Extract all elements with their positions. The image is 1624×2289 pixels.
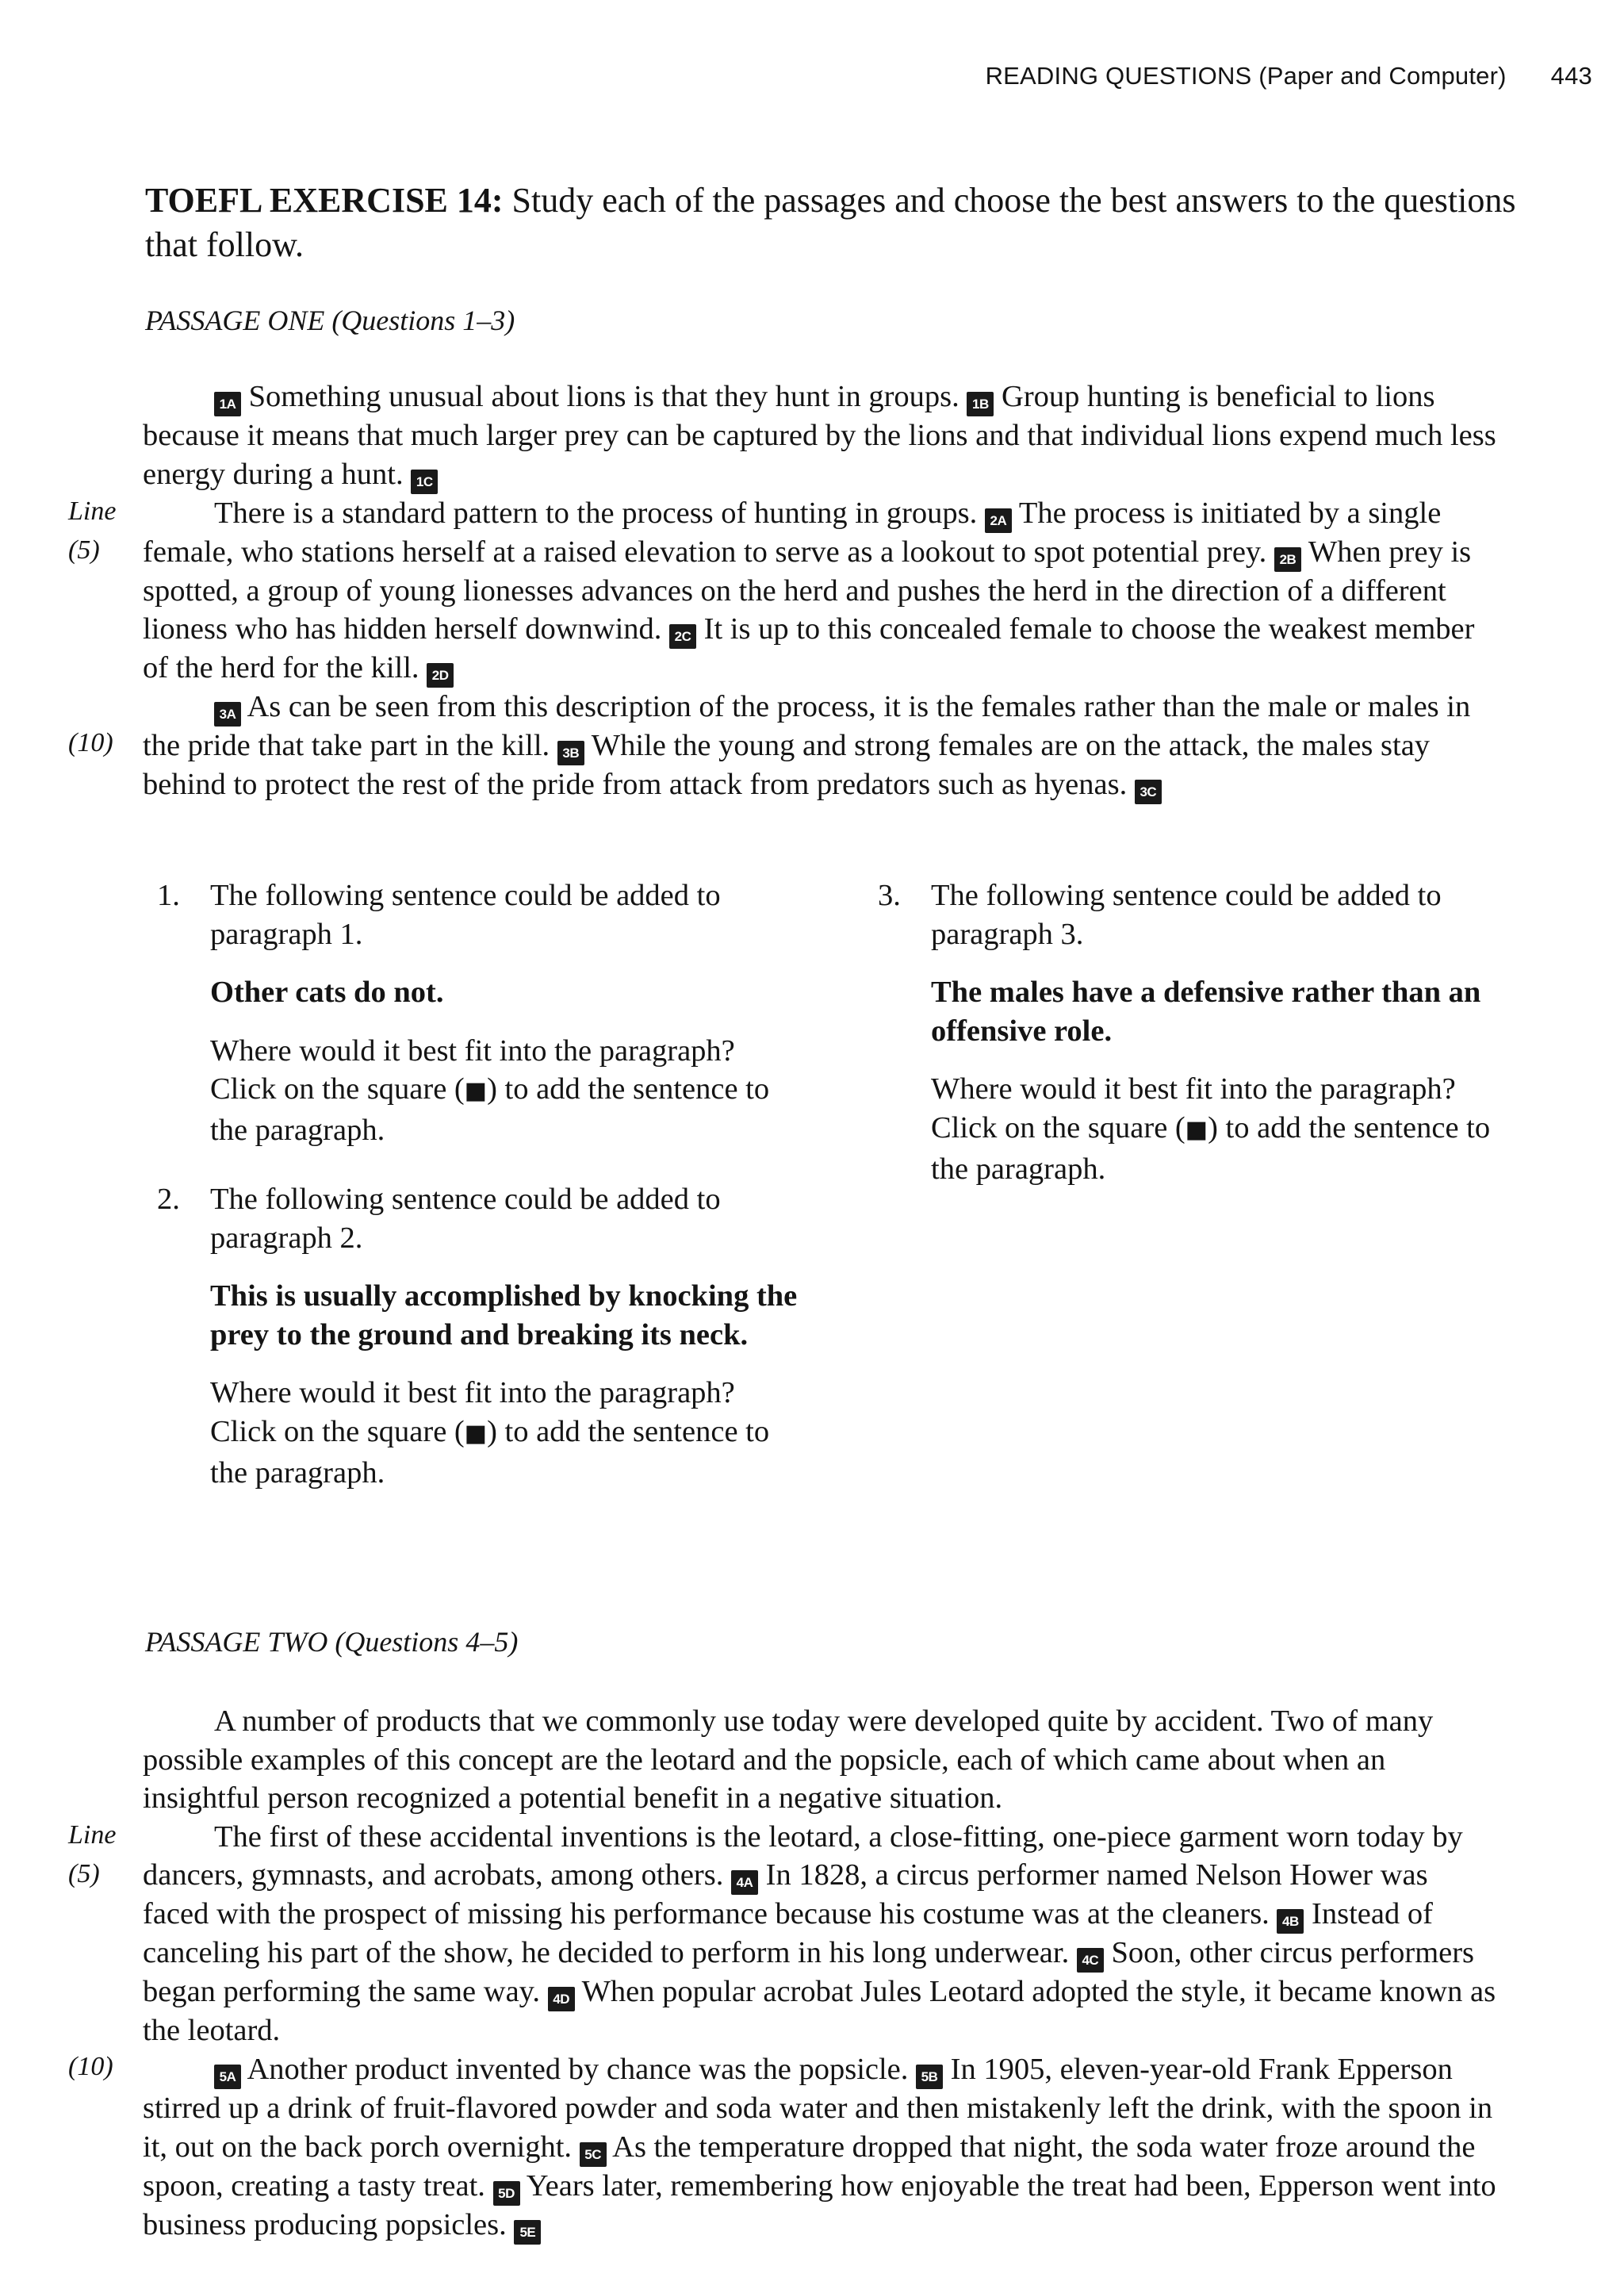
- line-label-10: (10): [68, 2052, 113, 2081]
- paragraph-2: The first of these accidental inventions is the leotard, a close-fitting, one-piece garment worn today by dancers, gymnasts, and acrobats, among others. 4A In 1828, a circus performer named Nelson Hower was faced with the prospect of missing his performance because his costume was at the cleaners. 4B Instead of canceling his part of the show, he decided to perform in his long underwear. 4C Soon, other circus performers began performing the same way. 4D When popular acrobat Jules Leotard adopted the style, it became known as the leotard.: [143, 1819, 1496, 2048]
- black-square-icon: ■: [464, 1077, 488, 1106]
- insert-square-1c[interactable]: 1C: [411, 470, 438, 494]
- paragraph-1: 1A Something unusual about lions is that they hunt in groups. 1B Group hunting is beneficial to lions because it means that much larger prey can be captured by the lions and that individual lions expend much less energy during a hunt. 1C: [143, 378, 1499, 494]
- line-label-10: (10): [68, 728, 113, 757]
- question-3: [878, 876, 1528, 1208]
- insert-square-3a[interactable]: 3A: [214, 702, 241, 727]
- paragraph-2: There is a standard pattern to the process of hunting in groups. 2A The process is initiated by a single female, who stations herself at a raised elevation to serve as a lookout to spot potential prey. 2B When prey is spotted, a group of young lionesses advances on the herd and pushes the herd in the direction of a different lioness who has hidden herself downwind. 2C It is up to this concealed female to choose the weakest member of the herd for the kill. 2D: [143, 494, 1499, 688]
- insert-square-1b[interactable]: 1B: [967, 392, 994, 416]
- passage-two-heading: PASSAGE TWO (Questions 4–5): [145, 1626, 519, 1658]
- line-label: Line: [68, 497, 117, 526]
- question-prompt: The following sentence could be added to paragraph 1.: [210, 879, 721, 951]
- line-label: Line: [68, 1820, 117, 1850]
- question-prompt: The following sentence could be added to paragraph 2.: [210, 1183, 721, 1255]
- insert-square-5e[interactable]: 5E: [514, 2220, 541, 2245]
- passage-one-heading: PASSAGE ONE (Questions 1–3): [145, 305, 515, 336]
- question-instruction: Where would it best fit into the paragraph? Click on the square (■) to add the sentence to the paragraph.: [210, 1376, 770, 1490]
- insert-square-4c[interactable]: 4C: [1077, 1948, 1104, 1973]
- insert-square-5c[interactable]: 5C: [580, 2142, 607, 2167]
- page-header: [920, 62, 1592, 90]
- running-head: READING QUESTIONS (Paper and Computer): [985, 62, 1507, 90]
- passage-one: [143, 378, 1499, 804]
- question-number: 1.: [157, 879, 180, 912]
- insert-square-4b[interactable]: 4B: [1277, 1909, 1304, 1934]
- insert-square-2c[interactable]: 2C: [669, 624, 696, 649]
- question-2: [157, 1180, 807, 1512]
- insert-square-1a[interactable]: 1A: [214, 392, 241, 416]
- insert-sentence: The males have a defensive rather than an offensive role.: [931, 976, 1481, 1048]
- exercise-label: TOEFL EXERCISE 14:: [145, 181, 504, 220]
- black-square-icon: ■: [1185, 1115, 1208, 1144]
- insert-square-5d[interactable]: 5D: [493, 2181, 520, 2206]
- black-square-icon: ■: [464, 1419, 488, 1447]
- insert-square-3c[interactable]: 3C: [1135, 780, 1162, 804]
- paragraph-3: 5A Another product invented by chance was the popsicle. 5B In 1905, eleven-year-old Frank Epperson stirred up a drink of fruit-flavored powder and soda water and then mistakenly left the drink, with the spoon in it, out on the back porch overnight. 5C As the temperature dropped that night, the soda water froze around the spoon, creating a tasty treat. 5D Years later, remembering how enjoyable the treat had been, Epperson went into business producing popsicles. 5E: [143, 2050, 1499, 2245]
- insert-square-4d[interactable]: 4D: [548, 1987, 575, 2011]
- insert-square-4a[interactable]: 4A: [731, 1870, 758, 1895]
- insert-square-2d[interactable]: 2D: [427, 663, 454, 688]
- passage-two: [143, 1702, 1499, 2245]
- insert-square-2b[interactable]: 2B: [1274, 547, 1301, 572]
- question-1: [157, 876, 807, 1170]
- exercise-instruction: [145, 178, 1525, 267]
- page-number: 443: [1550, 62, 1592, 90]
- line-label-5: (5): [68, 535, 100, 565]
- paragraph-3: 3A As can be seen from this description of the process, it is the females rather than the male or males in the pride that take part in the kill. 3B While the young and strong females are on the attack, the males stay behind to protect the rest of the pride from attack from predators such as hyenas. 3C: [143, 688, 1499, 804]
- question-prompt: The following sentence could be added to paragraph 3.: [931, 879, 1442, 951]
- line-label-5: (5): [68, 1859, 100, 1888]
- exercise-text: Study each of the passages and choose the best answers to the questions that follow.: [145, 181, 1516, 264]
- question-instruction: Where would it best fit into the paragraph? Click on the square (■) to add the sentence to the paragraph.: [210, 1033, 770, 1147]
- question-number: 3.: [878, 879, 901, 912]
- insert-sentence: This is usually accomplished by knocking the prey to the ground and breaking its neck.: [210, 1279, 798, 1352]
- insert-sentence: Other cats do not.: [210, 976, 444, 1010]
- insert-square-5a[interactable]: 5A: [214, 2065, 241, 2089]
- insert-square-2a[interactable]: 2A: [985, 508, 1012, 533]
- question-number: 2.: [157, 1183, 180, 1216]
- insert-square-3b[interactable]: 3B: [557, 741, 584, 765]
- insert-square-5b[interactable]: 5B: [916, 2065, 943, 2089]
- question-instruction: Where would it best fit into the paragraph? Click on the square (■) to add the sentence to the paragraph.: [931, 1072, 1491, 1186]
- paragraph-1: A number of products that we commonly use today were developed quite by accident. Two of many possible examples of this concept are the leotard and the popsicle, each of which came about when an insightful person recognized a potential benefit in a negative situation.: [143, 1704, 1434, 1815]
